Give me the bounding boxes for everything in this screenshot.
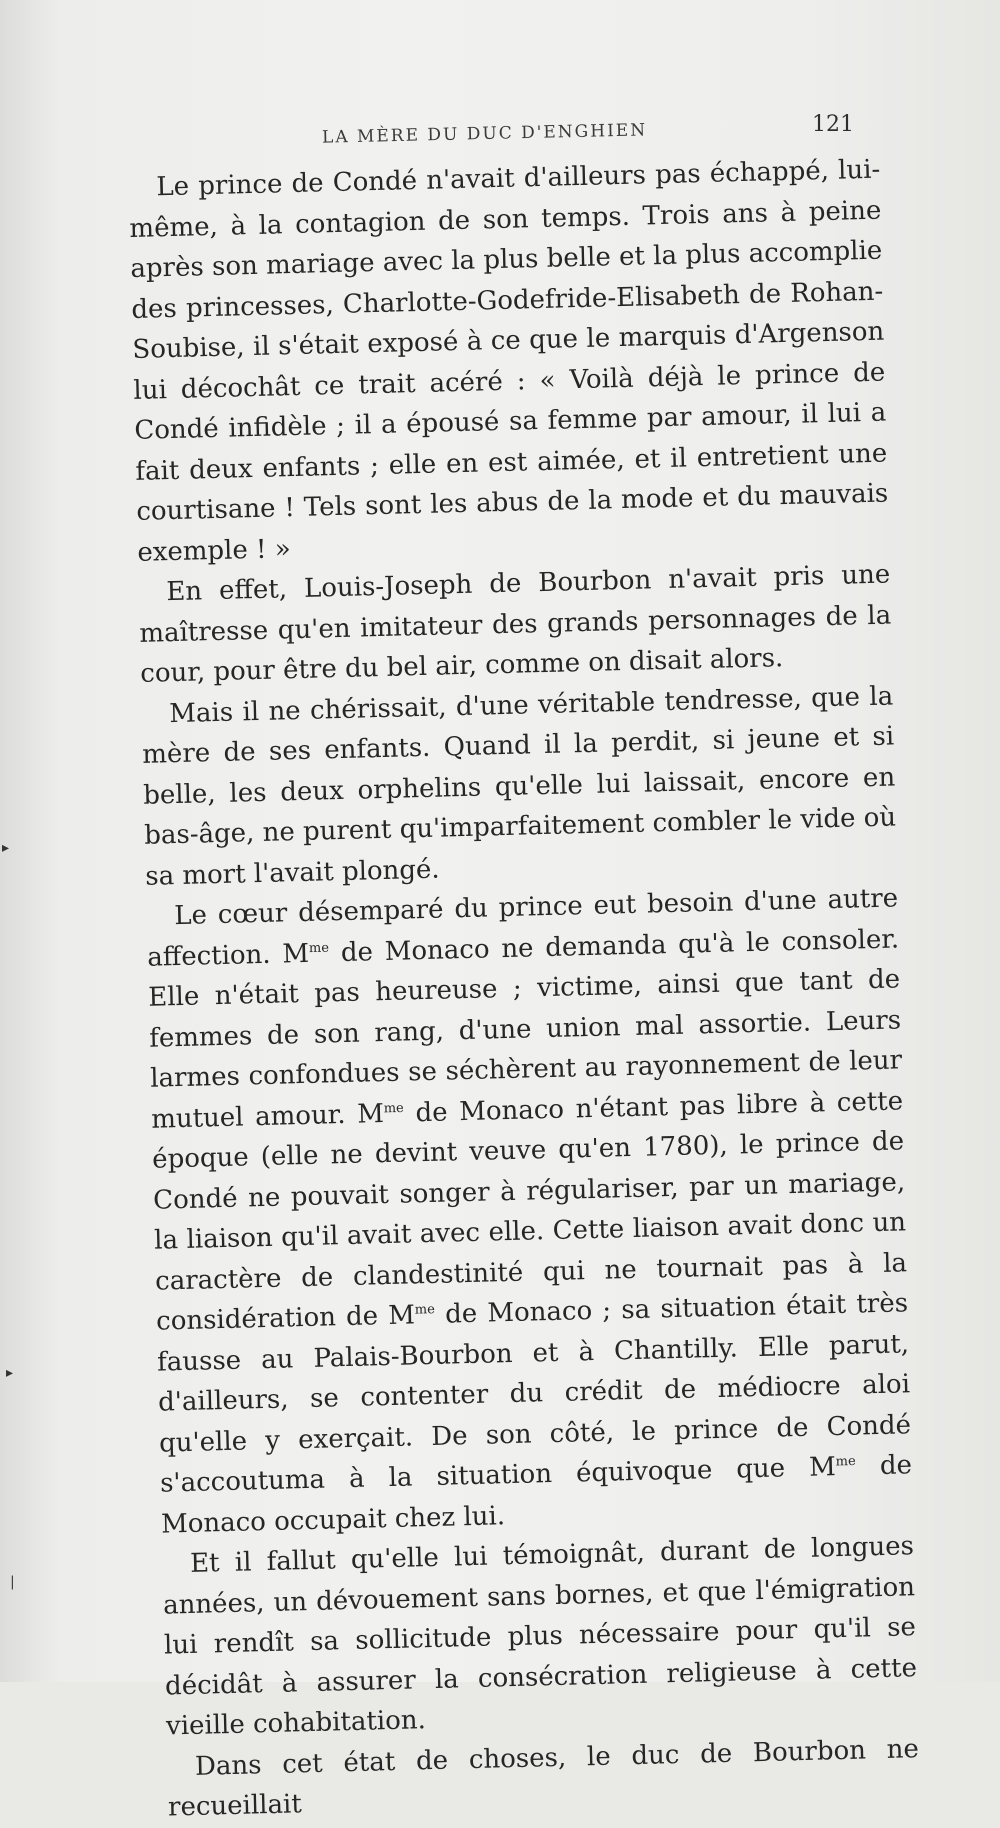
paragraph-2: En effet, Louis-Joseph de Bourbon n'avait pris une maîtresse qu'en imitateur des grands personnages de la cour, pour être du bel air, comme on disait alors. (139, 559, 892, 689)
paragraph-6: Dans cet état de choses, le duc de Bourbon ne recueillait (167, 1733, 920, 1823)
superscript-abbreviation: me (414, 1302, 436, 1318)
text-segment: de Monaco occupait chez lui. (160, 1450, 913, 1540)
running-head: LA MÈRE DU DUC D'ENGHIEN (321, 120, 648, 148)
superscript-abbreviation: me (383, 1100, 404, 1116)
text-segment: de Monaco ne demanda qu'à le consoler. Elle n'était pas heureuse ; victime, ainsi que tant de femmes de son rang, d'une union mal assortie. Leurs larmes confondues se séchèrent au rayonnement de leur mutuel amour. M (147, 923, 903, 1135)
text-segment: de Monaco n'étant pas libre à cette époque (elle ne devint veuve qu'en 1780), le prince de Condé ne pouvait songer à régulariser, par un mariage, la liaison qu'il avait avec elle. Cette liaison avait donc un caractère de clandestinité qui ne tournait pas à la considération de M (151, 1085, 908, 1337)
paragraph-3: Mais il ne chérissait, d'une véritable tendresse, que la mère de ses enfants. Quand il la perdit, si jeune et si belle, les deux orphelins qu'elle lui laissait, encore en bas-âge, ne purent qu'imparfaitement combler le vide où sa mort l'avait plongé. (141, 680, 897, 892)
margin-mark-icon: ▸ (6, 1365, 14, 1381)
superscript-abbreviation: me (308, 940, 330, 956)
body-text (128, 150, 920, 1828)
superscript-abbreviation: me (835, 1453, 856, 1470)
text-segment: de Monaco ; sa situation était très fausse au Palais-Bourbon et à Chantilly. Elle parut, d'ailleurs, se contenter du crédit de médiocre aloi qu'elle y exerçait. De son côté, le prince de Condé s'accoutuma à la situation équivoque que M (156, 1288, 912, 1499)
paragraph-5: Et il fallut qu'elle lui témoignât, durant de longues années, un dévouement sans bornes, et que l'émigration lui rendît sa sollicitude plus nécessaire pour qu'il se décidât à assurer la consécration religieuse à cette vieille cohabitation. (162, 1531, 918, 1742)
paragraph-1: Le prince de Condé n'avait d'ailleurs pas échappé, lui-même, à la contagion de son temps. Trois ans à peine après son mariage avec la plus belle et la plus accomplie des princesses, Charlotte-Godefride-Elisabeth de Rohan-Soubise, il s'était exposé à ce que le marquis d'Argenson lui décochât ce trait acéré : « Voilà déjà le prince de Condé infidèle ; il a épousé sa femme par amour, il lui a fait deux enfants ; elle en est aimée, et il entretient une courtisane ! Tels sont les abus de la mode et du mauvais exemple ! » (129, 154, 889, 568)
text-segment: Le cœur désemparé du prince eut besoin d'une autre affection. M (146, 883, 899, 973)
paragraph-4 (146, 878, 914, 1544)
margin-mark-icon: | (10, 1574, 15, 1590)
page-number: 121 (812, 112, 854, 137)
margin-mark-icon: ▸ (2, 840, 10, 856)
